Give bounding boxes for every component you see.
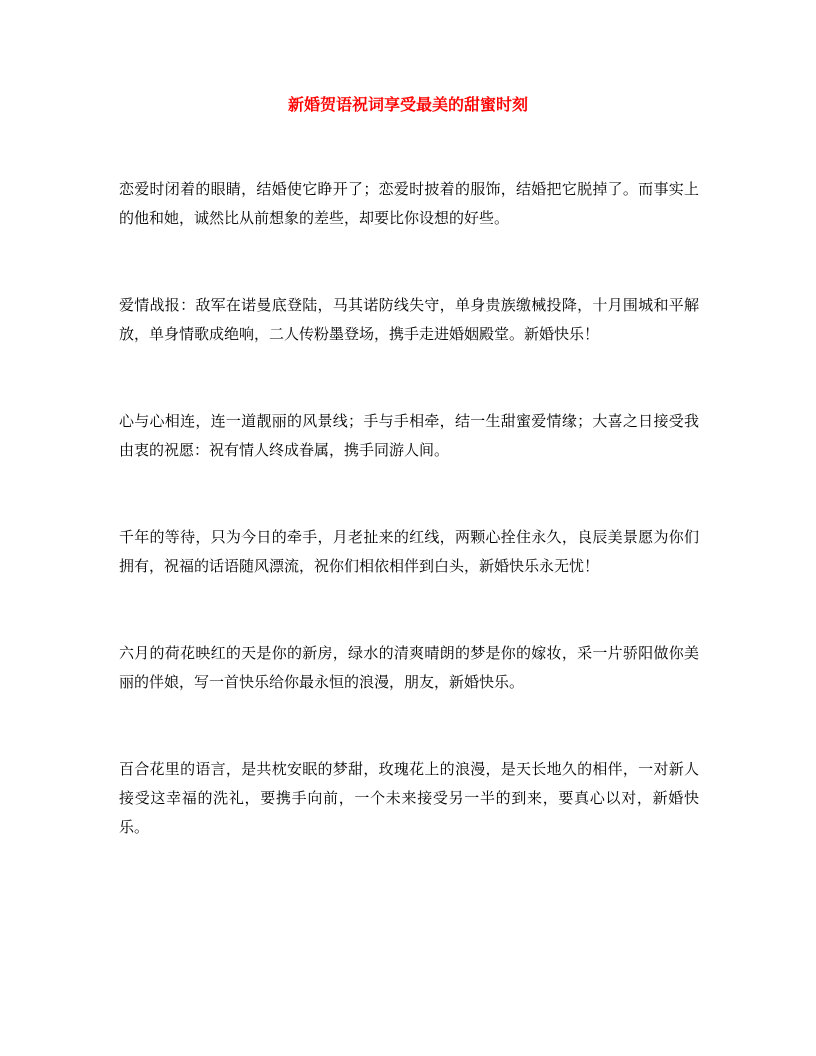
- document-title: 新婚贺语祝词享受最美的甜蜜时刻: [287, 95, 528, 114]
- paragraph-3: 心与心相连，连一道靓丽的风景线；手与手相牵，结一生甜蜜爱情缘；大喜之日接受我由衷的祝愿：祝有情人终成眷属，携手同游人间。: [119, 412, 699, 459]
- paragraph-2: 爱情战报：敌军在诺曼底登陆，马其诺防线失守，单身贵族缴械投降，十月围城和平解放，单身情歌成绝响，二人传粉墨登场，携手走进婚姻殿堂。新婚快乐！: [119, 296, 699, 343]
- paragraph-1: 恋爱时闭着的眼睛，结婚使它睁开了；恋爱时披着的服饰，结婚把它脱掉了。而事实上的他和她，诚然比从前想象的差些，却要比你设想的好些。: [119, 180, 699, 227]
- paragraph-6: 百合花里的语言，是共枕安眠的梦甜，玫瑰花上的浪漫，是天长地久的相伴，一对新人接受这幸福的洗礼，要携手向前，一个未来接受另一半的到来，要真心以对，新婚快乐。: [119, 760, 699, 836]
- paragraph-5: 六月的荷花映红的天是你的新房，绿水的清爽晴朗的梦是你的嫁妆，采一片骄阳做你美丽的伴娘，写一首快乐给你最永恒的浪漫，朋友，新婚快乐。: [119, 644, 699, 691]
- paragraph-4: 千年的等待，只为今日的牵手，月老扯来的红线，两颗心拴住永久，良辰美景愿为你们拥有，祝福的话语随风漂流，祝你们相依相伴到白头，新婚快乐永无忧！: [119, 528, 699, 575]
